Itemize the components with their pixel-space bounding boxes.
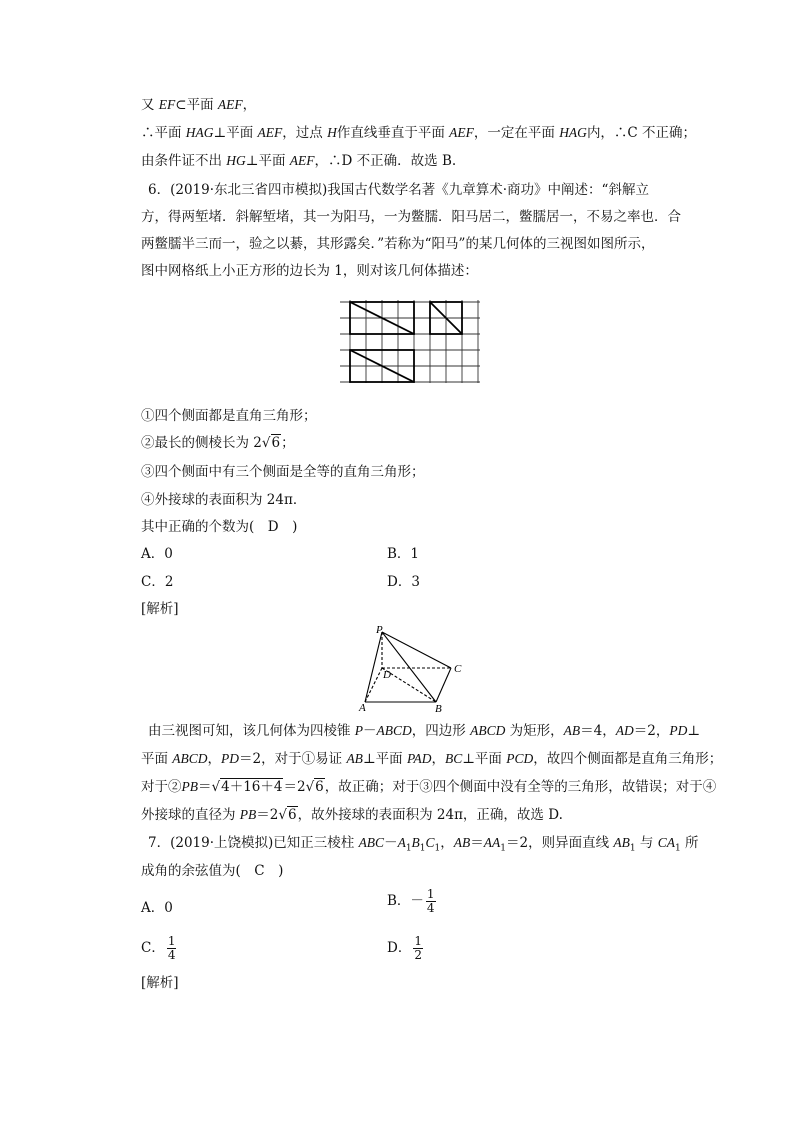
solution-line-2: 平面 ABCD，PD＝2，对于①易证 AB⊥平面 PAD，BC⊥平面 PCD，故四个侧面都是直角三角形； — [141, 751, 723, 767]
q6-line-4: 图中网格纸上小正方形的边长为 1，则对该几何体描述： — [141, 263, 478, 279]
q7-option-c: C． $\frac{1}{4}$ — [141, 934, 176, 962]
q6-ask: 其中正确的个数为( D ) — [141, 519, 298, 535]
q6-line-1: 6．(2019·东北三省四市模拟)我国古代数学名著《九章算术·商功》中阐述：“斜解立 — [148, 182, 649, 198]
three-view-grid-figure — [340, 300, 480, 395]
q7-option-d: D． $\frac{1}{2}$ — [387, 934, 422, 962]
label-d: D — [383, 669, 391, 681]
solution-line-4: 外接球的直径为 PB＝2√6，故外接球的表面积为 24π，正确，故选 D. — [141, 807, 563, 823]
prev-line-2: ∴平面 HAG⊥平面 AEF，过点 H作直线垂直于平面 AEF，一定在平面 HAG内，∴C 不正确； — [141, 125, 697, 141]
label-p: P — [376, 624, 383, 636]
statement-3: ③四个侧面中有三个侧面是全等的直角三角形； — [141, 464, 425, 480]
edge-da — [365, 668, 382, 702]
q7-option-b: B．－ $\frac{1}{4}$ — [387, 887, 435, 915]
prev-line-1: 又 EF⊂平面 AEF， — [141, 97, 257, 113]
q6-line-3: 两鳖臑半三而一，验之以綦，其形露矣．”若称为“阳马”的某几何体的三视图如图所示， — [141, 236, 655, 252]
statement-2: ②最长的侧棱长为 2√6； — [141, 435, 295, 451]
pyramid-figure — [355, 622, 475, 712]
q7-analysis-label: [解析] — [141, 975, 179, 991]
grid-lines — [340, 300, 480, 383]
solution-line-3: 对于②PB＝√4＋16＋4＝2√6，故正确；对于③四个侧面中没有全等的三角形，故错误；对于④ — [141, 779, 717, 795]
view-outlines — [350, 302, 462, 382]
q7-line-2: 成角的余弦值为( C ) — [141, 863, 284, 879]
q6-option-c: C．2 — [141, 574, 174, 590]
label-c: C — [454, 663, 462, 675]
label-a: A — [359, 702, 366, 712]
prev-line-3: 由条件证不出 HG⊥平面 AEF，∴D 不正确．故选 B. — [141, 153, 457, 169]
edge-pa — [365, 632, 382, 702]
q6-option-d: D．3 — [387, 574, 420, 590]
q6-option-b: B．1 — [387, 546, 420, 562]
solution-line-1: 由三视图可知，该几何体为四棱锥 P－ABCD，四边形 ABCD 为矩形，AB＝4，AD＝2，PD⊥ — [148, 723, 701, 739]
q7-option-a: A．0 — [141, 900, 173, 916]
statement-4: ④外接球的表面积为 24π． — [141, 492, 307, 508]
q6-line-2: 方，得两堑堵．斜解堑堵，其一为阳马，一为鳖臑．阳马居二，鳖臑居一，不易之率也．合 — [141, 209, 681, 225]
q6-analysis-label: [解析] — [141, 601, 179, 617]
statement-1: ①四个侧面都是直角三角形； — [141, 408, 317, 424]
q6-option-a: A．0 — [141, 546, 173, 562]
q7-line-1: 7．(2019·上饶模拟)已知正三棱柱 $ABC-A_1B_1C_1$，$AB=AA_1=2$，则异面直线 $AB_1$ 与 $CA_1$ 所 — [148, 835, 699, 854]
edge-pc — [382, 632, 451, 668]
edge-pb — [382, 632, 436, 702]
edge-bc — [436, 668, 451, 702]
label-b: B — [435, 703, 442, 712]
